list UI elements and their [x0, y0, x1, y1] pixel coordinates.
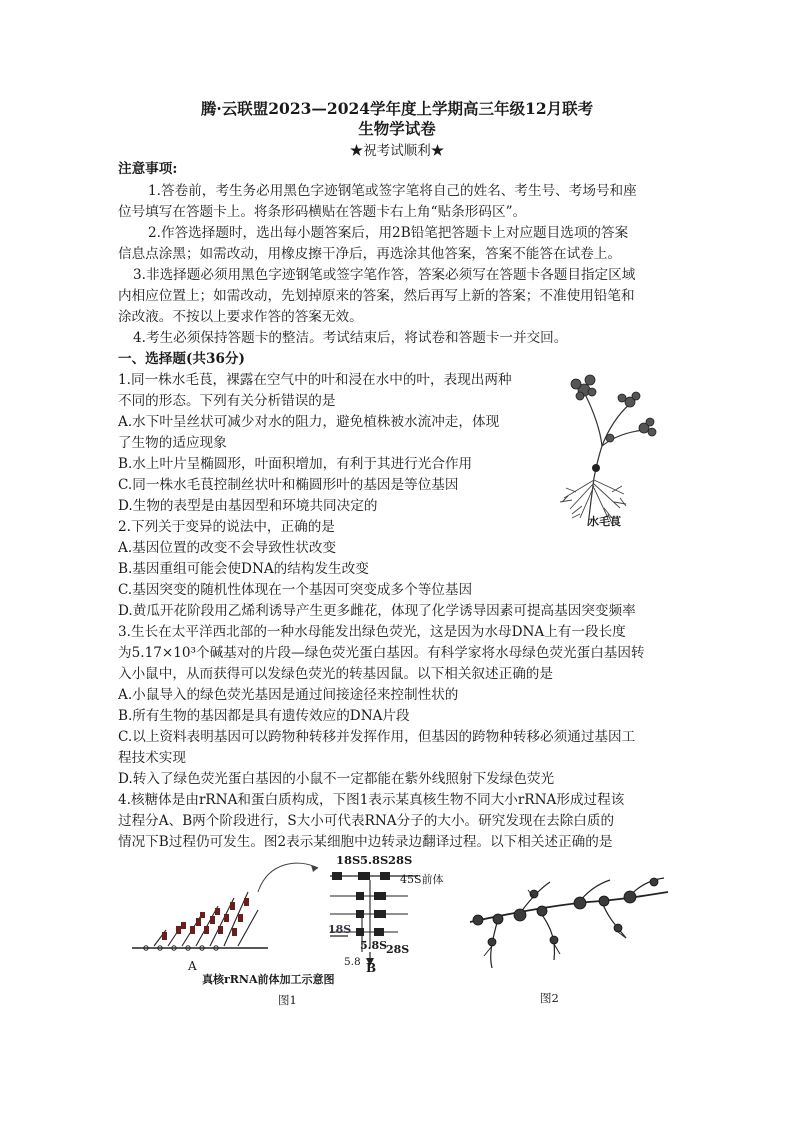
q3-stem-line-1: 3.生长在太平洋西北部的一种水母能发出绿色荧光，这是因为水母DNA上有一段长度: [118, 624, 626, 640]
ribosomes: [473, 878, 658, 946]
q1-stem-line-1: 1.同一株水毛茛，裸露在空气中的叶和浸在水中的叶，表现出两种: [118, 372, 512, 388]
q1-option-b: B.水上叶片呈椭圆形，叶面积增加，有利于其进行光合作用: [118, 456, 473, 472]
blessing-line: ★祝考试顺利★: [349, 143, 445, 159]
q2-option-b: B.基因重组可能会使DNA的结构发生改变: [118, 561, 369, 577]
fig1-label-b: B: [366, 961, 377, 975]
q3-option-a: A.小鼠导入的绿色荧光基因是通过间接途径来控制性状的: [118, 687, 459, 703]
notes-heading: 注意事项:: [118, 161, 178, 177]
note-2-line-2: 信息点涂黑；如需改动，用橡皮擦干净后，再选涂其他答案，答案不能答在试卷上。: [118, 246, 621, 262]
exam-subtitle: 生物学试卷: [358, 119, 436, 138]
q1-option-d: D.生物的表型是由基因型和环境共同决定的: [118, 498, 378, 514]
note-3-line-3: 涂改液。不按以上要求作答的答案无效。: [118, 309, 363, 325]
fig1-caption: 真核rRNA前体加工示意图: [202, 973, 335, 986]
q3-option-c-line-1: C.以上资料表明基因可以跨物种转移并发挥作用，但基因的跨物种转移必须通过基因工: [118, 729, 636, 745]
fig1-label-5-8s-product: 5.8S: [360, 939, 388, 952]
fig1-label-a: A: [188, 959, 197, 973]
q3-stem-line-3: 入小鼠中，从而获得可以发绿色荧光的转基因鼠。以下相关叙述正确的是: [118, 666, 553, 682]
note-1-line-1: 1.答卷前，考生务必用黑色字迹钢笔或签字笔将自己的姓名、考生号、考场号和座: [148, 183, 637, 199]
q3-option-b: B.所有生物的基因都是具有遗传效应的DNA片段: [118, 708, 410, 724]
q3-option-c-line-2: 程技术实现: [118, 750, 186, 766]
fig1-label-45s: 45S前体: [400, 873, 444, 886]
exam-title: 腾·云联盟2023—2024学年度上学期高三年级12月联考: [200, 99, 594, 118]
fig1-label-5-8s: 5.8S: [360, 853, 389, 867]
q1-option-a-line-2: 了生物的适应现象: [118, 435, 227, 451]
fig1-label-18s: 18S: [336, 853, 361, 867]
fig1-name: 图1: [278, 993, 297, 1007]
fig2-name: 图2: [540, 991, 559, 1005]
fig1-label-28s: 28S: [388, 853, 413, 867]
mrna-strands: [491, 878, 664, 968]
q1-stem-line-2: 不同的形态。下列有关分析错误的是: [118, 393, 336, 409]
figure-1: [118, 852, 444, 1012]
section-heading: 一、选择题(共36分): [118, 351, 245, 367]
plant-drawing: [552, 368, 672, 530]
q1-option-a-line-1: A.水下叶呈丝状可减少对水的阻力，避免植株被水流冲走，体现: [118, 414, 500, 430]
note-3-line-1: 3.非选择题必须用黑色字迹钢笔或签字笔作答，答案必须写在答题卡各题目指定区域: [133, 267, 636, 283]
note-4: 4.考生必须保持答题卡的整洁。考试结束后，将试卷和答题卡一并交回。: [133, 330, 568, 346]
note-2-line-1: 2.作答选择题时，选出每小题答案后，用2B铅笔把答题卡上对应题目选项的答案: [148, 225, 629, 241]
q1-option-c: C.同一株水毛茛控制丝状叶和椭圆形叶的基因是等位基因: [118, 477, 459, 493]
figure-2: [468, 872, 670, 1012]
fig1-label-5-8-bottom: 5.8: [344, 956, 361, 968]
note-1-line-2: 位号填写在答题卡上。将条形码横贴在答题卡右上角“贴条形码区”。: [118, 204, 527, 220]
q2-option-c: C.基因突变的随机性体现在一个基因可突变成多个等位基因: [118, 582, 473, 598]
note-3-line-2: 内相应位置上；如需改动，先划掉原来的答案，然后再写上新的答案；不准使用铅笔和: [118, 288, 635, 304]
q3-option-d: D.转入了绿色荧光蛋白基因的小鼠不一定都能在紫外线照射下发绿色荧光: [118, 771, 555, 787]
q2-option-d: D.黄瓜开花阶段用乙烯利诱导产生更多雌花，体现了化学诱导因素可提高基因突变频率: [118, 603, 636, 619]
fig1-label-18s-product: 18S: [328, 923, 352, 936]
q1-image-caption: 水毛茛: [588, 515, 621, 528]
process-arrow: [258, 863, 318, 892]
q4-stem-line-3: 情况下B过程仍可发生。图2表示某细胞中边转录边翻译过程。以下相关述正确的是: [118, 834, 613, 850]
transcription-translation-diagram: [468, 872, 670, 982]
q4-stem-line-2: 过程分A、B两个阶段进行，S大小可代表RNA分子的大小。研究发现在去除白质的: [118, 813, 615, 829]
water-buttercup-illustration: [552, 368, 672, 530]
q2-stem: 2.下列关于变异的说法中，正确的是: [118, 519, 335, 535]
q4-stem-line-1: 4.核糖体是由rRNA和蛋白质构成，下图1表示某真核生物不同大小rRNA形成过程该: [118, 792, 625, 808]
q2-option-a: A.基因位置的改变不会导致性状改变: [118, 540, 337, 556]
fig1-label-28s-product: 28S: [386, 943, 410, 956]
q3-stem-line-2: 为5.17×10³个碱基对的片段—绿色荧光蛋白基因。有科学家将水母绿色荧光蛋白基因转: [118, 645, 645, 661]
